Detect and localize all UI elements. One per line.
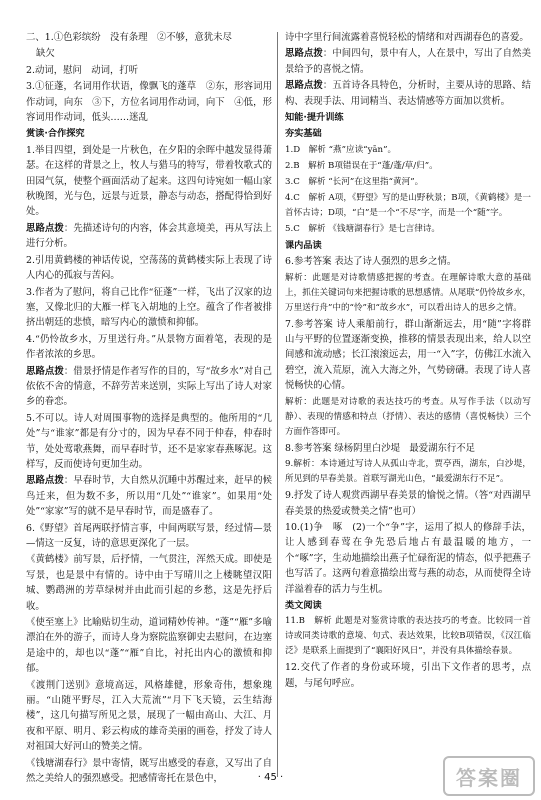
keyword-label: 思路点拨 <box>285 80 323 92</box>
answer-paragraph: 思路点拨：借景抒情是作者写作的目的，写“故乡水”对自己依依不舍的情意，不辞劳苦来送别，实际上写出了诗人对家乡的眷恋。 <box>26 365 272 408</box>
answer-paragraph: 5.C 解析 《钱塘湖春行》是七言律诗。 <box>285 223 441 234</box>
page-number: · 45 · <box>257 772 284 783</box>
answer-paragraph: 《黄鹤楼》前写景，后抒情，一气贯注，浑然天成。即使是写景，也是景中有情的。诗中由于写晴川之上楼眺望汉阳城、鹦鹉洲的芳草绿树并由此而引起的乡愁，这是先抒后收。 <box>26 554 272 612</box>
watermark-logo: 答案圈 <box>443 756 535 796</box>
answer-paragraph: 6.《野望》首尾两联抒情言事，中间两联写景，经过情—景—情这一反复，诗的意思更深化了一层。 <box>26 522 272 549</box>
answer-paragraph: 6.参考答案 表达了诗人强烈的思乡之情。 <box>285 256 457 268</box>
column-divider <box>277 32 278 777</box>
answer-paragraph: 11.B 解析 此题是对鉴赏诗歌的表达技巧的考查。比较同一首诗或同类诗歌的意境、句式、表达效果，比较B项错误，《汉江临泛》是联系上面提到了“襄阳好风日”，并没有具体描绘春景。 <box>285 616 531 657</box>
answer-paragraph: 解析：此题是对诗歌的表达技巧的考查。从写作手法（以动写静）、表现的情感和特点（抒情）、表达的感情（喜悦畅快）三个方面作答即可。 <box>285 396 531 437</box>
answer-paragraph: 3.作者为了慰问，将自己比作“征蓬”一样，飞出了汉家的边塞，又像北归的大雁一样飞入胡地的上空。蕴含了作者被排挤出朝廷的悲愤，暗写内心的激愤和抑郁。 <box>26 286 272 329</box>
answer-paragraph: 思路点拨：早春时节，大自然从沉睡中苏醒过来，赶早的候鸟迁来，但为数不多，所以用“几处”“谁家”。如果用“处处”“家家”写的就不是早春时节，而是盛春了。 <box>26 475 272 518</box>
answer-paragraph: 3.C 解析 “长河”在这里指“黄河”。 <box>285 176 424 187</box>
answer-paragraph: 《使至塞上》比喻贴切生动，道词精妙传神。“蓬”“雁”多喻漂泊在外的游子，而诗人身为察院监察御史去慰问，在边塞是途中的，却也以“蓬”“雁”自比，衬托出内心的激愤和抑郁。 <box>26 617 272 675</box>
answer-paragraph: 8.参考答案 绿杨阴里白沙堤 最爱湖东行不足 <box>285 442 476 454</box>
answer-paragraph: 1.D 解析 “燕”应读“yān”。 <box>285 144 397 155</box>
answer-paragraph: 思路点拨：先描述诗句的内容，体会其意境美，再从写法上进行分析。 <box>26 222 272 250</box>
answer-paragraph: 5.不可以。诗人对周围事物的选择是典型的。他所用的“几处”与“谁家”都是有分寸的，因为早春不同于仲春，仲春时节，处处莺歌燕舞，而早春时节，还不是家家春燕啄泥。这样写，反而使诗句更加生动。 <box>26 412 272 470</box>
subsection-heading: 夯实基础 <box>285 128 322 140</box>
answer-paragraph: 2.动词，慰问 动词，打听 <box>26 64 139 76</box>
keyword-label: 思路点拨 <box>285 48 323 60</box>
answer-paragraph: 4.C 解析 A项，《野望》写的是山野秋景；B项，《黄鹤楼》是一首怀古诗；D项，“白”是一个“不尽”字，而是一个“随”字。 <box>285 192 531 218</box>
answer-paragraph: 4.“仍怜故乡水，万里送行舟。”从景物方面着笔，表现的是作者浓浓的乡思。 <box>26 333 272 361</box>
keyword-label: 思路点拨 <box>26 365 64 377</box>
answer-paragraph: 诗中字里行间流露着喜悦轻松的情绪和对西湖春色的喜爱。 <box>285 32 529 43</box>
answer-paragraph: 二、1.①色彩缤纷 没有条理 ②不够，意犹未尽 <box>26 32 232 43</box>
answer-paragraph: 《渡荆门送别》意境高远，风格雄健，形象奇伟，想象瑰丽。“山随平野尽，江入大荒流”“月下飞天镜，云生结海楼”，这几句描写所见之景，展现了一幅由高山、大江、月夜和平原、明月、彩云构成的雄奇美丽的画卷，抒发了诗人对祖国大好河山的赞美之情。 <box>26 679 272 753</box>
answer-paragraph: 《钱塘湖春行》景中寄情，既写出感受的春意，又写出了自然之美给人的强烈感受。把感情寄托在景色中， <box>26 757 272 785</box>
answer-paragraph: 2.引用黄鹤楼的神话传说，空荡荡的黄鹤楼实际上表现了诗人内心的孤寂与苦闷。 <box>26 254 272 282</box>
answer-paragraph: 思路点拨：五首诗各具特色，分析时，主要从诗的思路、结构、表现手法、用词精当、表达情感等方面加以赏析。 <box>285 80 531 107</box>
section-heading: 赏读·合作探究 <box>26 128 85 140</box>
subsection-heading: 类文阅读 <box>285 599 322 611</box>
left-column <box>26 30 272 788</box>
answer-paragraph: 12.交代了作者的身份或环境，引出下文作者的思考，点题，与尾句呼应。 <box>285 662 531 689</box>
answer-paragraph: 3.①征蓬，名词用作状语，像飘飞的蓬草 ②东，形容词用作动词，向东 ③下，方位名词用作动词，向下 ④低，形容词用作动词，低头……迷乱 <box>26 81 272 124</box>
answer-paragraph: 2.B 解析 B项错误在于“蓬/蓬/草/归”。 <box>285 160 438 171</box>
answer-paragraph: 10.(1)争 啄 (2)一个“争”字，运用了拟人的修辞手法，让人感到春莺在争先恐后地占有最温暖的地方，一个“啄”字，生动地描绘出燕子忙碌衔泥的情态，似乎把燕子也写活了。这两句着意描绘出莺与燕的动态，从而使得全诗洋溢着春的活力与生机。 <box>285 521 531 595</box>
answer-paragraph: 9.抒发了诗人观赏西湖早春美景的愉悦之情。（答“对西湖早春美景的热爱或赞美之情”也可） <box>285 490 531 517</box>
subsection-heading: 课内品读 <box>285 239 322 251</box>
answer-paragraph: 缺欠 <box>36 48 55 60</box>
section-heading: 知能·提升训练 <box>285 112 344 124</box>
answer-paragraph: 1.举目四望，到处是一片秋色，在夕阳的余晖中越发显得萧瑟。在这样的背景之上，牧人与猎马的特写，带着牧歌式的田园气氛，使整个画面活动了起来。这四句诗宛如一幅山家秋晚图，光与色，远景与近景，静态与动态，搭配得恰到好处。 <box>26 144 272 218</box>
keyword-label: 思路点拨 <box>26 222 64 234</box>
keyword-label: 思路点拨 <box>26 475 64 487</box>
right-column <box>285 30 531 692</box>
answer-paragraph: 解析：此题是对诗歌情感把握的考查。在理解诗歌大意的基础上，抓住关键词句来把握诗歌的思想感情。从尾联“仍怜故乡水，万里送行舟”中的“怜”和“故乡水”，可以看出诗人的思乡之情。 <box>285 272 531 313</box>
answer-paragraph: 思路点拨：中间四句，景中有人，人在景中，写出了自然美景给予的喜悦之情。 <box>285 48 531 75</box>
answer-paragraph: 9.解析：本诗通过写诗人从孤山寺北，贾亭西，湖东，白沙堤，所见到的早春美景。首联写湖光山色，“最爱湖东行不足”。 <box>285 459 531 485</box>
answer-paragraph: 7.参考答案 诗人乘船前行，群山渐渐远去，用“随”字将群山与平野的位置逐渐变换，推移的情景表现出来，给人以空间感和流动感；长江滚滚远去，用一“入”字，仿佛江水流入碧空，流入荒原，流入大海之外，气势磅礴。表现了诗人喜悦畅快的心情。 <box>285 318 531 392</box>
